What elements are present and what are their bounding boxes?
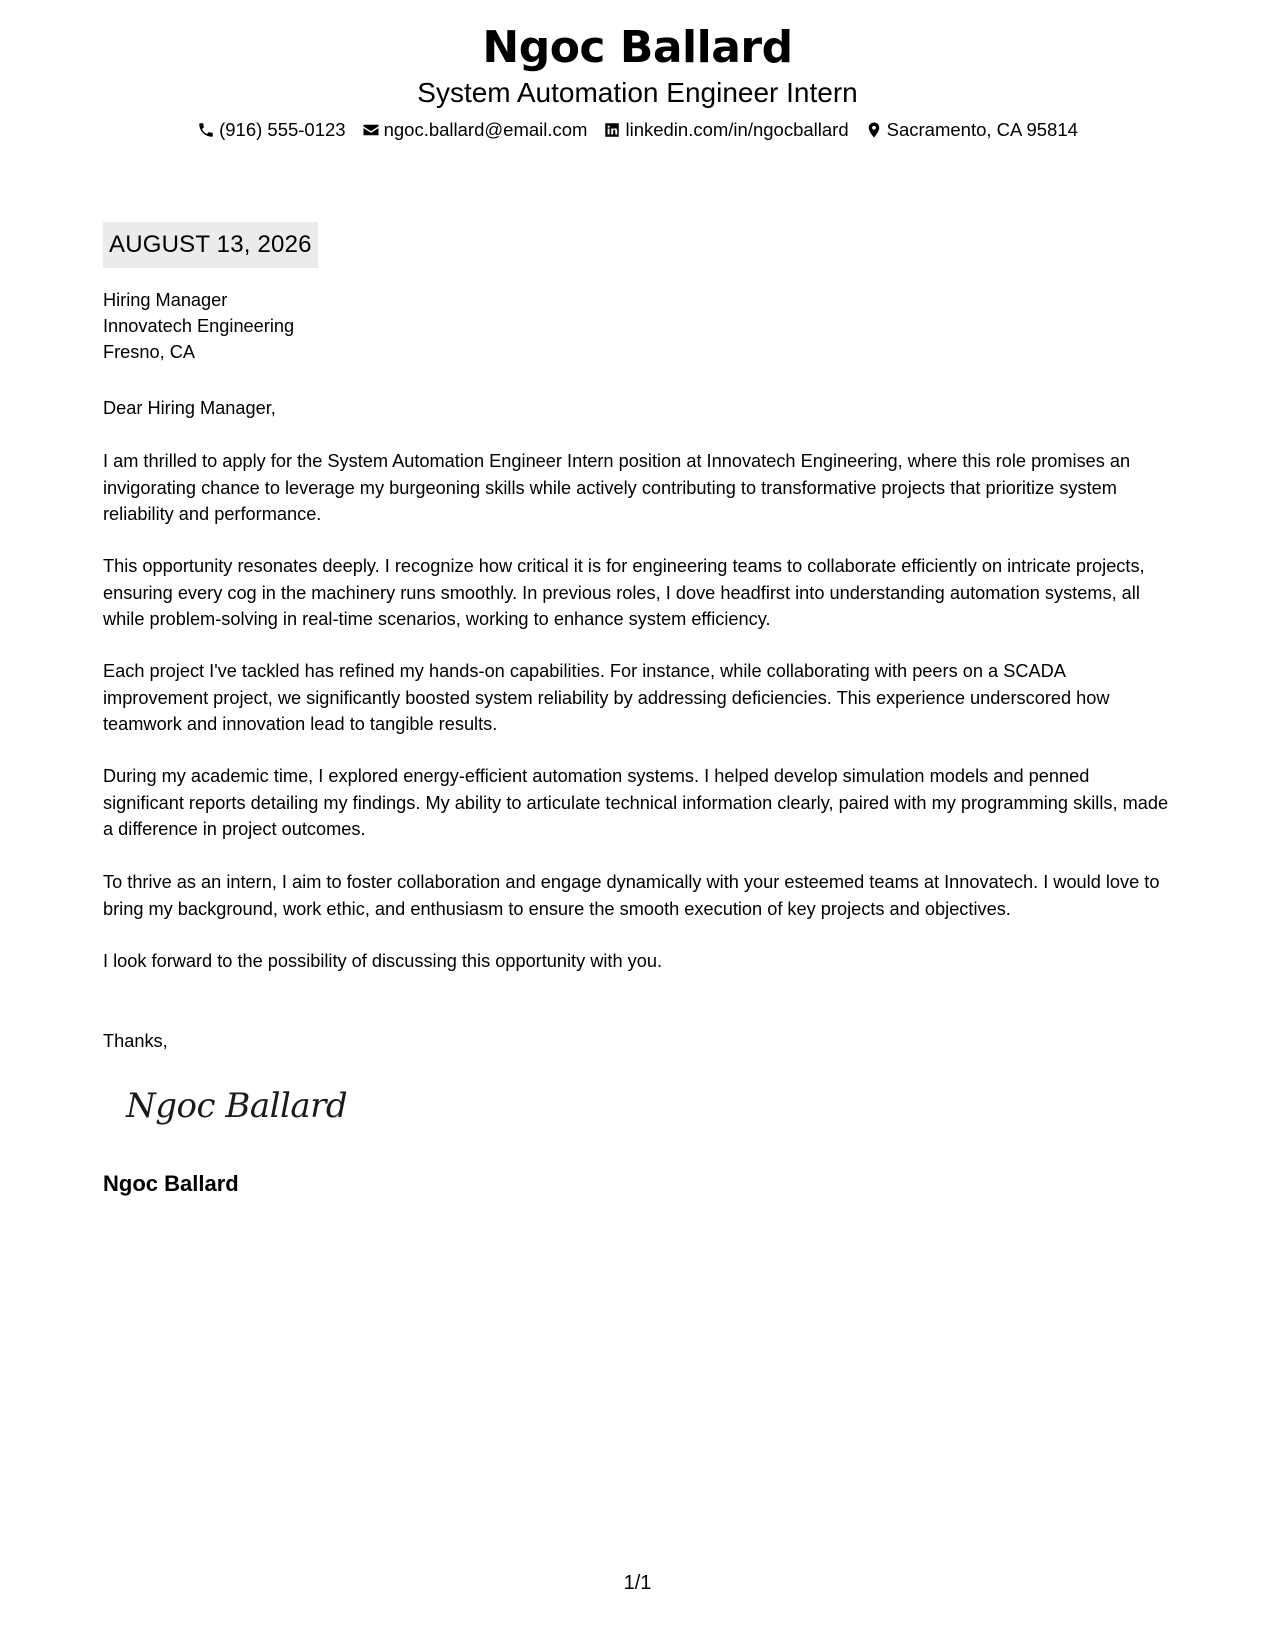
body-paragraph: During my academic time, I explored energy-efficient automation systems. I helped develop simulation models and penned significant reports detailing my findings. My ability to articulate technical information clearly, paired with my programming skills, made a difference in project outcomes. (103, 766, 1169, 839)
body-paragraph: This opportunity resonates deeply. I recognize how critical it is for engineering teams to collaborate efficiently on intricate projects, ensuring every cog in the machinery runs smoothly. In previous roles, I dove headfirst into understanding automation systems, all while problem-solving in real-time scenarios, working to enhance system efficiency. (103, 556, 1145, 629)
salutation: Dear Hiring Manager, (103, 398, 276, 418)
signer-name: Ngoc Ballard (103, 1171, 239, 1196)
body-paragraph: I look forward to the possibility of discussing this opportunity with you. (103, 951, 663, 971)
linkedin-icon (603, 121, 621, 139)
location-text: Sacramento, CA 95814 (886, 119, 1078, 140)
applicant-name: Ngoc Ballard (482, 22, 793, 73)
applicant-title: System Automation Engineer Intern (417, 77, 858, 108)
contact-info (0, 118, 1275, 142)
letter-header (0, 22, 1275, 142)
handwritten-signature (118, 1075, 348, 1135)
page-number: 1/1 (623, 1572, 652, 1594)
letter-date: AUGUST 13, 2026 (103, 222, 318, 268)
recipient-line: Innovatech Engineering (103, 316, 295, 336)
recipient-line: Fresno, CA (103, 342, 195, 362)
closing: Thanks, (103, 1031, 168, 1051)
body-paragraph: Each project I've tackled has refined my hands-on capabilities. For instance, while collaborating with peers on a SCADA improvement project, we significantly boosted system reliability by addressing deficiencies. This experience underscored how teamwork and innovation lead to tangible results. (103, 661, 1110, 734)
envelope-icon (362, 121, 380, 139)
body-paragraph: I am thrilled to apply for the System Automation Engineer Intern position at Innovatech Engineering, where this role promises an invigorating chance to leverage my burgeoning skills while actively contributing to transformative projects that prioritize system reliability and performance. (103, 451, 1131, 524)
contact-linkedin (603, 118, 848, 142)
linkedin-url: linkedin.com/in/ngocballard (625, 119, 849, 140)
contact-phone (197, 118, 346, 142)
recipient-line: Hiring Manager (103, 290, 228, 310)
signature-text: Ngoc Ballard (126, 1086, 348, 1126)
contact-email (362, 118, 588, 142)
phone-icon (197, 121, 215, 139)
email-address: ngoc.ballard@email.com (383, 119, 588, 140)
map-pin-icon (865, 121, 883, 139)
body-paragraph: To thrive as an intern, I aim to foster collaboration and engage dynamically with your esteemed teams at Innovatech. I would love to bring my background, work ethic, and enthusiasm to ensure the smooth execution of key projects and objectives. (103, 872, 1160, 919)
contact-location (865, 118, 1078, 142)
recipient-block (103, 287, 1173, 365)
phone-number: (916) 555-0123 (219, 119, 346, 140)
